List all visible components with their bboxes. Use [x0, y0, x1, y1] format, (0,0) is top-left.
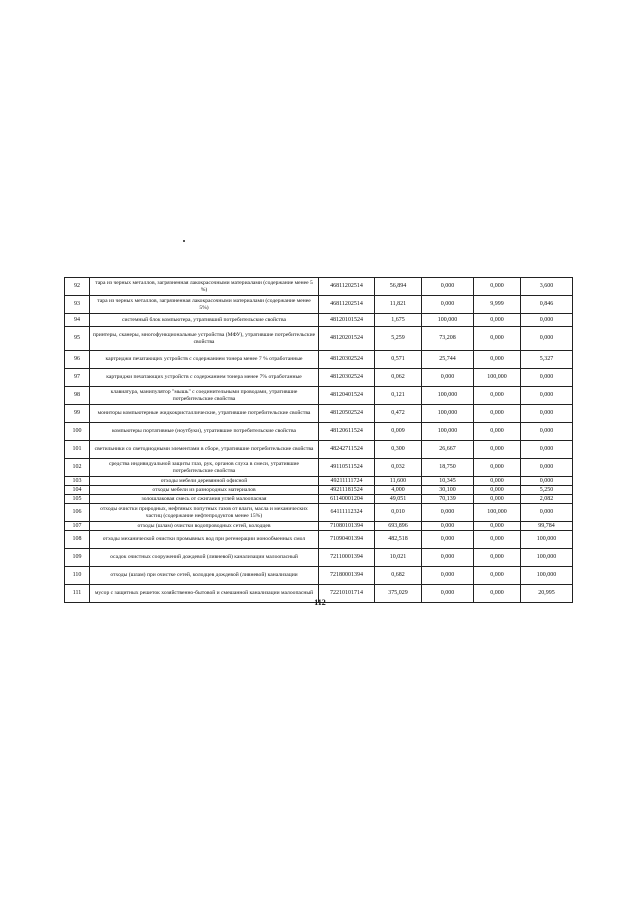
value-cell-4: 0,846 [521, 296, 573, 314]
value-cell-4: 0,000 [521, 477, 573, 486]
value-cell-4: 0,000 [521, 441, 573, 459]
row-number-cell: 96 [65, 351, 90, 369]
value-cell-1: 0,062 [375, 369, 422, 387]
waste-name-cell: отходы мебели деревянной офисной [90, 477, 319, 486]
table-row [65, 387, 573, 405]
row-number-cell: 102 [65, 459, 90, 477]
fkko-code-cell: 48120302524 [319, 369, 375, 387]
value-cell-3: 0,000 [474, 459, 521, 477]
value-cell-1: 0,010 [375, 504, 422, 522]
fkko-code-cell: 72210101714 [319, 585, 375, 603]
value-cell-4: 0,000 [521, 387, 573, 405]
table-row [65, 327, 573, 351]
fkko-code-cell: 64111112324 [319, 504, 375, 522]
waste-table [64, 277, 573, 603]
fkko-code-cell: 48120502524 [319, 405, 375, 423]
value-cell-1: 0,121 [375, 387, 422, 405]
fkko-code-cell: 49110511524 [319, 459, 375, 477]
fkko-code-cell: 72180001394 [319, 567, 375, 585]
waste-name-cell: отходы (шлам) очистки водопроводных сетей, колодцев [90, 522, 319, 531]
fkko-code-cell: 46811202514 [319, 278, 375, 296]
value-cell-4: 0,000 [521, 314, 573, 327]
row-number-cell: 105 [65, 495, 90, 504]
value-cell-1: 0,571 [375, 351, 422, 369]
value-cell-4: 5,250 [521, 486, 573, 495]
value-cell-4: 0,000 [521, 423, 573, 441]
value-cell-3: 0,000 [474, 567, 521, 585]
value-cell-1: 0,472 [375, 405, 422, 423]
value-cell-3: 0,000 [474, 387, 521, 405]
table-row [65, 477, 573, 486]
value-cell-3: 0,000 [474, 531, 521, 549]
waste-name-cell: средства индивидуальной защиты глаз, рук, органов слуха в смеси, утратившие потребительские свойства [90, 459, 319, 477]
row-number-cell: 103 [65, 477, 90, 486]
table-row [65, 296, 573, 314]
table-row [65, 522, 573, 531]
value-cell-1: 0,682 [375, 567, 422, 585]
value-cell-1: 0,300 [375, 441, 422, 459]
fkko-code-cell: 49211111724 [319, 477, 375, 486]
waste-name-cell: принтеры, сканеры, многофункциональные устройства (МФУ), утратившие потребительские свойства [90, 327, 319, 351]
waste-name-cell: клавиатура, манипулятор "мышь" с соединительными проводами, утратившие потребительские свойства [90, 387, 319, 405]
value-cell-1: 49,051 [375, 495, 422, 504]
fkko-code-cell: 48242711524 [319, 441, 375, 459]
row-number-cell: 98 [65, 387, 90, 405]
value-cell-2: 0,000 [422, 369, 474, 387]
fkko-code-cell: 72110001394 [319, 549, 375, 567]
waste-name-cell: мусор с защитных решеток хозяйственно-бытовой и смешанной канализации малоопасный [90, 585, 319, 603]
row-number-cell: 106 [65, 504, 90, 522]
value-cell-2: 30,100 [422, 486, 474, 495]
row-number-cell: 100 [65, 423, 90, 441]
value-cell-2: 25,744 [422, 351, 474, 369]
value-cell-4: 99,784 [521, 522, 573, 531]
value-cell-2: 0,000 [422, 549, 474, 567]
value-cell-3: 0,000 [474, 486, 521, 495]
waste-name-cell: картриджи печатающих устройств с содержанием тонера менее 7 % отработанные [90, 351, 319, 369]
value-cell-3: 0,000 [474, 327, 521, 351]
table-row [65, 423, 573, 441]
value-cell-3: 0,000 [474, 585, 521, 603]
row-number-cell: 99 [65, 405, 90, 423]
fkko-code-cell: 48120101524 [319, 314, 375, 327]
waste-name-cell: картриджи печатающих устройств с содержанием тонера менее 7% отработанные [90, 369, 319, 387]
value-cell-3: 0,000 [474, 278, 521, 296]
value-cell-3: 0,000 [474, 441, 521, 459]
table-row [65, 278, 573, 296]
table-row [65, 495, 573, 504]
value-cell-1: 11,821 [375, 296, 422, 314]
table-row [65, 351, 573, 369]
waste-name-cell: тара из черных металлов, загрязненная лакокрасочными материалами (содержание менее 5%) [90, 296, 319, 314]
value-cell-3: 0,000 [474, 423, 521, 441]
table-row [65, 504, 573, 522]
fkko-code-cell: 61140001204 [319, 495, 375, 504]
row-number-cell: 93 [65, 296, 90, 314]
table-row [65, 369, 573, 387]
value-cell-2: 10,345 [422, 477, 474, 486]
value-cell-2: 0,000 [422, 585, 474, 603]
value-cell-1: 56,894 [375, 278, 422, 296]
waste-name-cell: отходы механической очистки промывных вод при регенерации ионообменных смол [90, 531, 319, 549]
value-cell-1: 11,600 [375, 477, 422, 486]
waste-name-cell: отходы (шлам) при очистке сетей, колодцев дождевой (ливневой) канализации [90, 567, 319, 585]
value-cell-2: 100,000 [422, 387, 474, 405]
table-row [65, 549, 573, 567]
value-cell-2: 0,000 [422, 504, 474, 522]
value-cell-2: 0,000 [422, 278, 474, 296]
fkko-code-cell: 48120302524 [319, 351, 375, 369]
value-cell-1: 482,518 [375, 531, 422, 549]
value-cell-4: 2,082 [521, 495, 573, 504]
row-number-cell: 111 [65, 585, 90, 603]
waste-name-cell: тара из черных металлов, загрязненная лакокрасочными материалами (содержание менее 5 %) [90, 278, 319, 296]
table-row [65, 459, 573, 477]
row-number-cell: 97 [65, 369, 90, 387]
value-cell-2: 0,000 [422, 531, 474, 549]
waste-name-cell: отходы очистки природных, нефтяных попутных газов от влаги, масла и механических частиц (содержание нефтепродуктов менее 15%) [90, 504, 319, 522]
row-number-cell: 107 [65, 522, 90, 531]
value-cell-3: 0,000 [474, 522, 521, 531]
value-cell-2: 0,000 [422, 296, 474, 314]
row-number-cell: 108 [65, 531, 90, 549]
value-cell-1: 0,032 [375, 459, 422, 477]
table-row [65, 486, 573, 495]
value-cell-4: 20,995 [521, 585, 573, 603]
table-row [65, 314, 573, 327]
waste-name-cell: золошлаковая смесь от сжигания углей малоопасная [90, 495, 319, 504]
value-cell-2: 18,750 [422, 459, 474, 477]
table-row [65, 567, 573, 585]
table-row [65, 531, 573, 549]
value-cell-4: 0,000 [521, 459, 573, 477]
fkko-code-cell: 71090401394 [319, 531, 375, 549]
fkko-code-cell: 48120401524 [319, 387, 375, 405]
value-cell-1: 5,259 [375, 327, 422, 351]
waste-name-cell: системный блок компьютера, утративший потребительские свойства [90, 314, 319, 327]
scan-speck [183, 240, 185, 242]
value-cell-4: 0,000 [521, 405, 573, 423]
row-number-cell: 104 [65, 486, 90, 495]
waste-name-cell: светильники со светодиодными элементами в сборе, утратившие потребительские свойства [90, 441, 319, 459]
value-cell-3: 100,000 [474, 369, 521, 387]
value-cell-4: 100,000 [521, 567, 573, 585]
value-cell-1: 10,021 [375, 549, 422, 567]
value-cell-4: 0,000 [521, 369, 573, 387]
fkko-code-cell: 49211181524 [319, 486, 375, 495]
waste-name-cell: отходы мебели из разнородных материалов [90, 486, 319, 495]
value-cell-3: 0,000 [474, 405, 521, 423]
value-cell-2: 26,667 [422, 441, 474, 459]
value-cell-2: 0,000 [422, 522, 474, 531]
fkko-code-cell: 46811202514 [319, 296, 375, 314]
value-cell-2: 70,139 [422, 495, 474, 504]
value-cell-1: 4,000 [375, 486, 422, 495]
value-cell-1: 693,896 [375, 522, 422, 531]
value-cell-4: 100,000 [521, 549, 573, 567]
waste-table-body [65, 278, 573, 603]
waste-name-cell: мониторы компьютерные жидкокристаллические, утратившие потребительские свойства [90, 405, 319, 423]
table-row [65, 441, 573, 459]
value-cell-4: 3,600 [521, 278, 573, 296]
value-cell-2: 0,000 [422, 567, 474, 585]
value-cell-3: 0,000 [474, 549, 521, 567]
value-cell-4: 100,000 [521, 531, 573, 549]
row-number-cell: 95 [65, 327, 90, 351]
value-cell-3: 100,000 [474, 504, 521, 522]
table-row [65, 405, 573, 423]
value-cell-4: 0,000 [521, 504, 573, 522]
value-cell-1: 375,029 [375, 585, 422, 603]
value-cell-2: 73,208 [422, 327, 474, 351]
waste-name-cell: осадок очистных сооружений дождевой (ливневой) канализации малоопасный [90, 549, 319, 567]
fkko-code-cell: 71080101394 [319, 522, 375, 531]
value-cell-4: 5,327 [521, 351, 573, 369]
row-number-cell: 109 [65, 549, 90, 567]
fkko-code-cell: 48120201524 [319, 327, 375, 351]
value-cell-2: 100,000 [422, 423, 474, 441]
value-cell-2: 100,000 [422, 314, 474, 327]
waste-name-cell: компьютеры портативные (ноутбуки), утратившие потребительские свойства [90, 423, 319, 441]
page-number: 112 [314, 598, 326, 607]
row-number-cell: 110 [65, 567, 90, 585]
row-number-cell: 101 [65, 441, 90, 459]
value-cell-4: 0,000 [521, 327, 573, 351]
row-number-cell: 94 [65, 314, 90, 327]
value-cell-3: 0,000 [474, 495, 521, 504]
value-cell-3: 0,000 [474, 477, 521, 486]
value-cell-3: 0,000 [474, 351, 521, 369]
value-cell-3: 9,999 [474, 296, 521, 314]
value-cell-3: 0,000 [474, 314, 521, 327]
row-number-cell: 92 [65, 278, 90, 296]
value-cell-1: 1,675 [375, 314, 422, 327]
value-cell-1: 0,009 [375, 423, 422, 441]
value-cell-2: 100,000 [422, 405, 474, 423]
fkko-code-cell: 48120611524 [319, 423, 375, 441]
